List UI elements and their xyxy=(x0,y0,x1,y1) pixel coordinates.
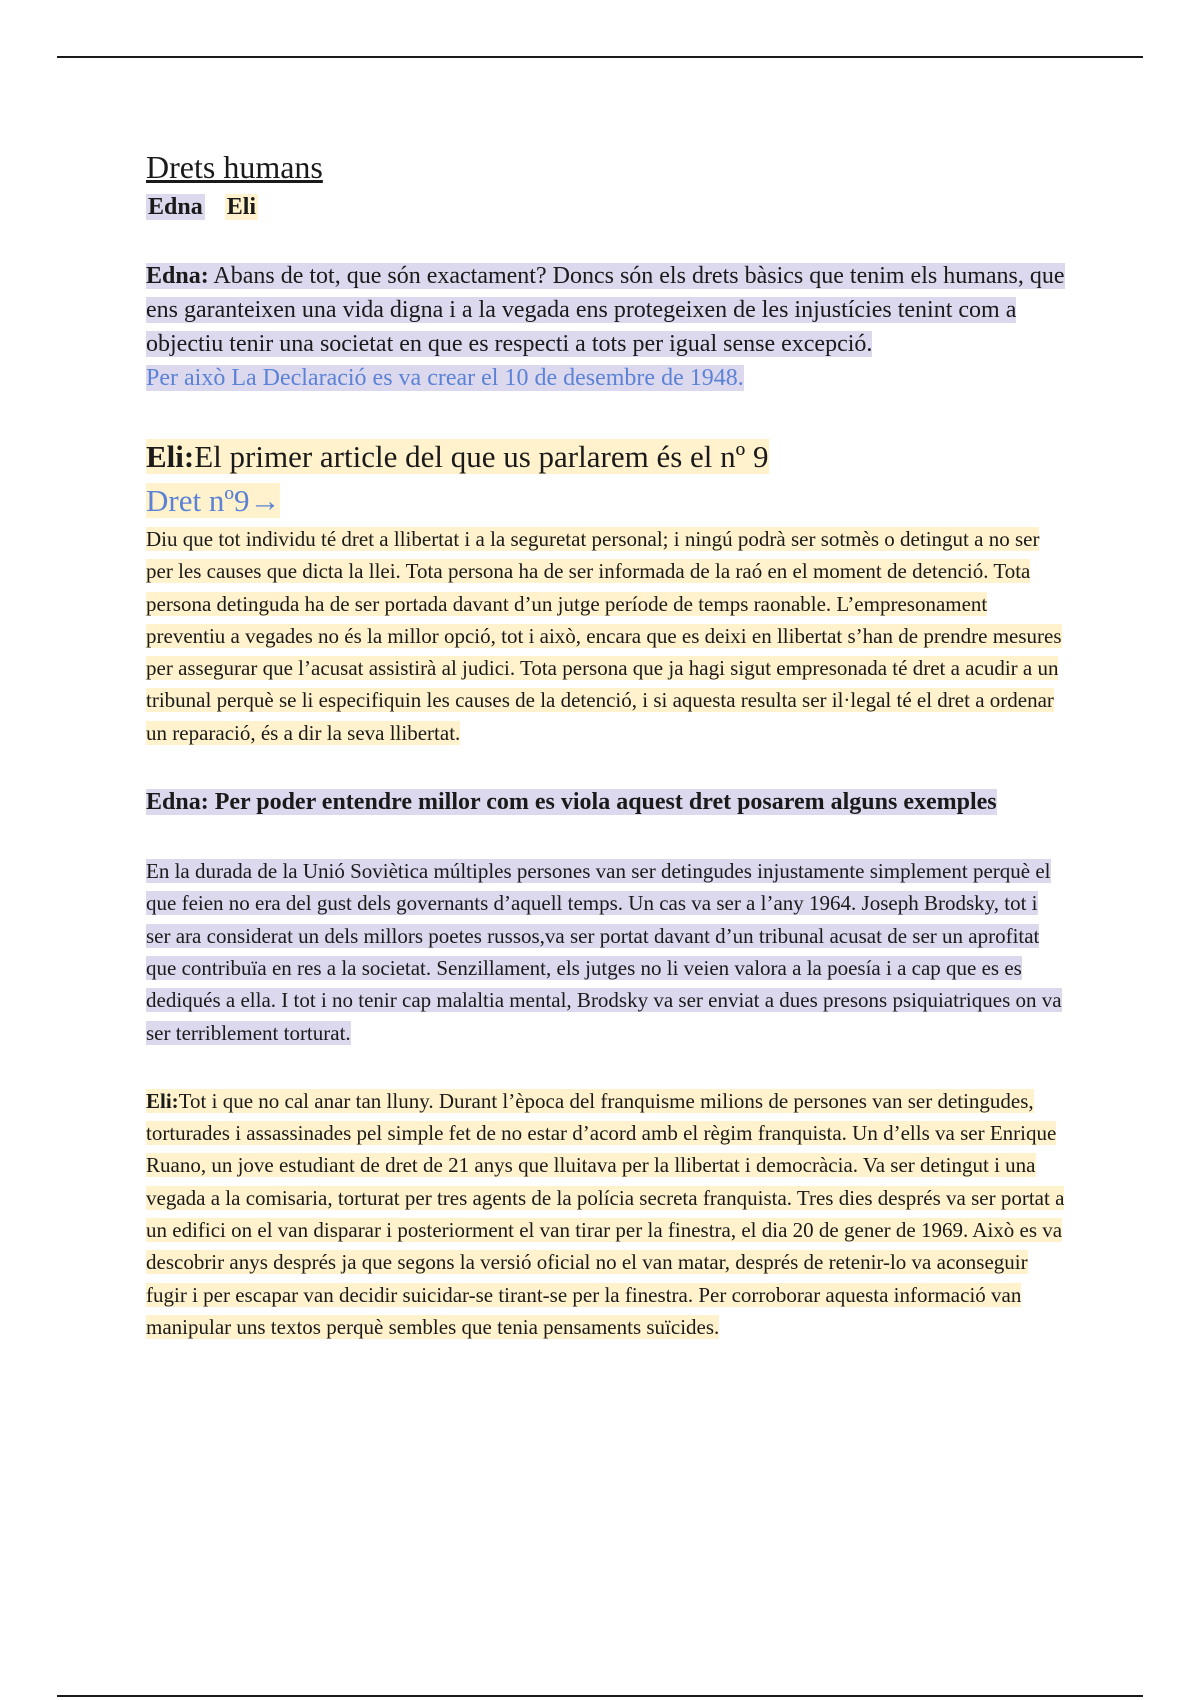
document-title: Drets humans xyxy=(146,149,323,185)
article-heading xyxy=(146,435,1066,479)
speaker-eli-2: Eli: xyxy=(146,1088,179,1113)
name-edna: Edna xyxy=(148,194,203,220)
speaker-eli: Eli: xyxy=(146,439,195,474)
section-intro xyxy=(146,259,1066,395)
name-eli: Eli xyxy=(226,194,257,220)
document-body xyxy=(146,145,1066,1343)
speaker-edna: Edna: xyxy=(146,263,209,289)
article-subheading: Dret nº9→ xyxy=(146,483,281,518)
top-rule xyxy=(57,56,1143,58)
franco-example-text: Tot i que no cal anar tan lluny. Durant l’època del franquisme milions de persones van ser detingudes, torturades i assassinades pel simple fet de no estar d’acord amb el règim franquista. Un d’ells va ser Enrique Ruano, un jove estudiant de dret de 21 anys que lluitava per la llibertat i democràcia. Va ser detingut i una vegada a la comisaria, torturat per tres agents de la polícia secreta franquista. Tres dies després va ser portat a un edifici on el van disparar i posteriorment el van tirar per la finestra, el dia 20 de gener de 1969. Això es va descobrir anys després ja que segons la versió oficial no el van matar, després de retenir-lo va aconseguir fugir i per escapar van decidir suicidar-se tirant-se per la finestra. Per corroborar aquesta informació van manipular uns textos perquè sembles que tenia pensaments suïcides. xyxy=(146,1088,1065,1339)
article-heading-text: El primer article del que us parlarem és el nº 9 xyxy=(194,439,769,474)
franco-example xyxy=(146,1085,1066,1343)
soviet-example: En la durada de la Unió Soviètica múltiples persones van ser detingudes injustamente simplement perquè el que feien no era del gust dels governants d’aquell temps. Un cas va ser a l’any 1964. Joseph Brodsky, tot i ser ara considerat un dels millors poetes russos,va ser portat davant d’un tribunal acusat de ser un aprofitat que contribuïa en res a la societat. Senzillament, els jutges no li veien valora a la poesía i a cap que es es dediqués a ella. I tot i no tenir cap malaltia mental, Brodsky va ser enviat a dues presons psiquiatriques on va ser terriblement torturat. xyxy=(146,859,1062,1045)
examples-intro: Edna: Per poder entendre millor com es viola aquest dret posarem alguns exemples xyxy=(146,789,997,816)
author-names xyxy=(146,189,1066,225)
declaration-note: Per això La Declaració es va crear el 10 de desembre de 1948. xyxy=(146,365,744,391)
article-text: Diu que tot individu té dret a llibertat i a la seguretat personal; i ningú podrà ser sotmès o detingut a no ser per les causes que dicta la llei. Tota persona ha de ser informada de la raó en el moment de detenció. Tota persona detinguda ha de ser portada davant d’un jutge període de temps raonable. L’empresonament preventiu a vegades no és la millor opció, tot i això, encara que es deixi en llibertat s’han de prendre mesures per assegurar que l’acusat assistirà al judici. Tota persona que ja hagi sigut empresonada té dret a acudir a un tribunal perquè se li especifiquin les causes de la detenció, i si aquesta resulta ser il·legal té el dret a ordenar un reparació, és a dir la seva llibertat. xyxy=(146,527,1062,745)
intro-text: Abans de tot, que són exactament? Doncs són els drets bàsics que tenim els humans, que ens garanteixen una vida digna i a la vegada ens protegeixen de les injustícies tenint com a objectiu tenir una societat en que es respecti a tots per igual sense excepció. xyxy=(146,263,1065,357)
bottom-rule xyxy=(57,1695,1143,1697)
